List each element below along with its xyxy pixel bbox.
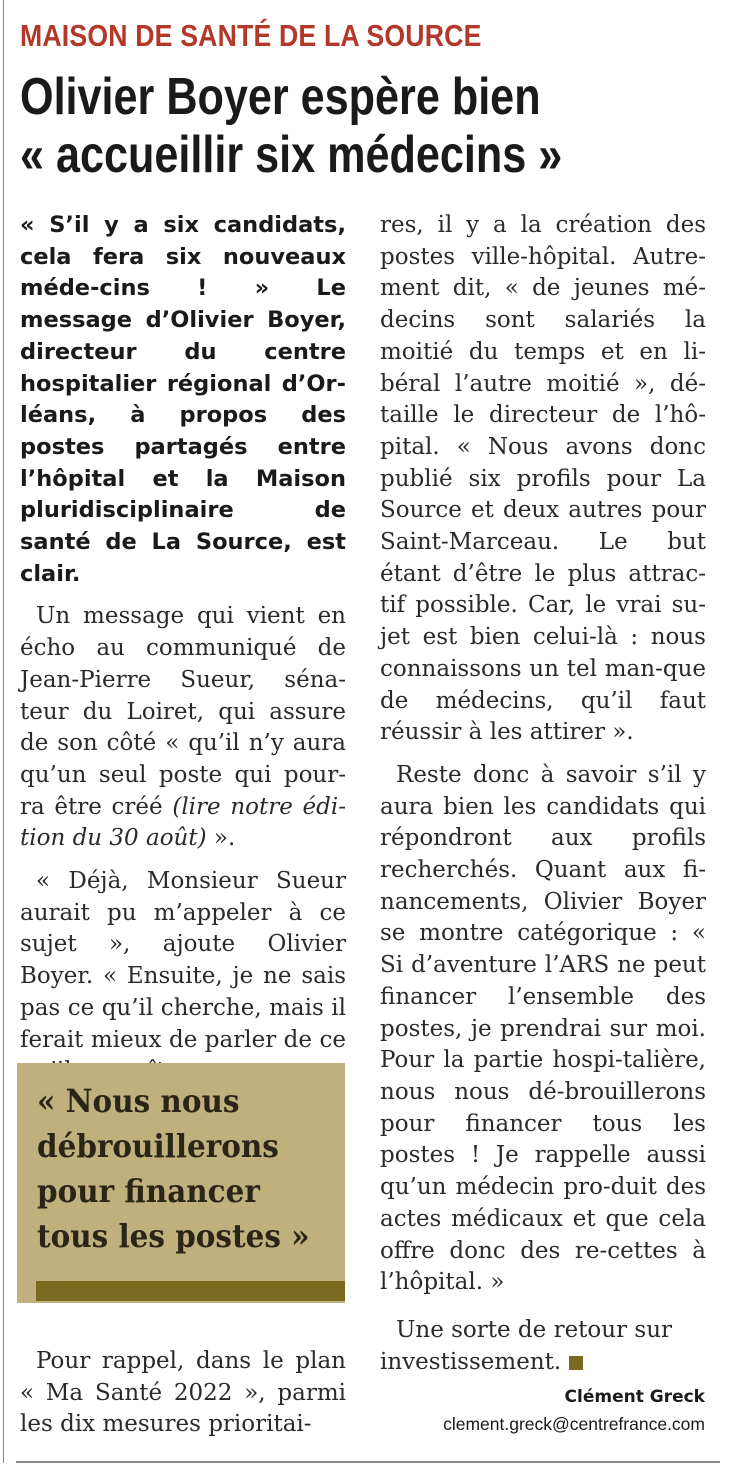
end-mark-icon	[569, 1356, 583, 1370]
left-column-rule	[3, 0, 4, 1463]
column-left	[20, 210, 346, 1088]
edition-reference: (lire notre édi-tion du 30 août)	[20, 793, 346, 852]
author-email: clement.greck@centrefrance.com	[443, 1414, 705, 1434]
pull-quote-line: pour financer	[37, 1172, 260, 1210]
paragraph: Pour rappel, dans le plan « Ma Santé 2022 », parmi les dix mesures prioritai-	[20, 1348, 346, 1438]
pull-quote-line: débrouillerons	[37, 1127, 279, 1165]
closing-paragraph	[380, 1315, 706, 1378]
pull-quote	[37, 1079, 313, 1259]
paragraph-text: ».	[206, 825, 236, 852]
paragraph	[20, 601, 346, 855]
kicker: MAISON DE SANTÉ DE LA SOURCE	[20, 18, 482, 53]
lead-paragraph: « S’il y a six candidats, cela fera six nouveaux méde-cins ! » Le message d’Olivier Boyer, directeur du centre hospitalier régional d’Or-léans, à propos des postes partagés entre l’hôpital et la Maison pluridisciplinaire de santé de La Source, est clair.	[20, 212, 346, 587]
column-right-end	[380, 1315, 706, 1378]
column-right	[380, 210, 706, 1299]
paragraph: « Déjà, Monsieur Sueur aurait pu m’appeler à ce sujet », ajoute Olivier Boyer. « Ensuite, je ne sais pas ce qu’il cherche, mais il ferait mieux de parler de ce	[20, 868, 346, 1053]
paragraph-text: Un message qui vient en écho au communiqué de Jean-Pierre Sueur, séna-teur du Loiret, qui assure de son côté « qu’il n’y aura qu’un seul poste qui pour-ra être créé	[20, 603, 346, 820]
headline-line-2: « accueillir six médecins »	[20, 126, 563, 184]
pull-quote-line: « Nous nous	[37, 1082, 240, 1120]
headline-line-1: Olivier Boyer espère bien	[20, 68, 541, 126]
headline	[20, 68, 562, 184]
paragraph: Reste donc à savoir s’il y aura bien les candidats qui répondront aux profils recherchés. Quant aux fi-nancements, Olivier Boyer se montre catégorique : « Si d’aventure l’ARS ne peut financer l’ensemble des postes, je prendrai sur moi. Pour la partie hospi-talière, nous nous dé-brouillerons pour financer tous les postes ! Je rappelle aussi qu’un médecin pro-duit des actes médicaux et que cela offre donc des re-cettes à l’hôpital. »	[380, 761, 706, 1296]
pull-quote-bar	[36, 1281, 345, 1301]
closing-text: Une sorte de retour sur investissement.	[380, 1317, 672, 1375]
pull-quote-line: tous les postes »	[37, 1217, 310, 1255]
column-left-bottom	[20, 1346, 346, 1441]
paragraph: res, il y a la création des postes ville-hôpital. Autre-ment dit, « de jeunes mé-decins sont salariés la moitié du temps et en li-béral l’autre moitié », dé-taille le directeur de l’hô-pital. « Nous avons donc publié six profils pour La Source et deux autres pour Saint-Marceau. Le but étant d’être le plus attrac-tif possible. Car, le vrai su-jet est bien celui-là : nous connaissons un tel man-que de médecins, qu’il faut réussir à les attirer ».	[380, 212, 706, 746]
bottom-rule	[16, 1461, 720, 1463]
author-name: Clément Greck	[564, 1387, 705, 1407]
